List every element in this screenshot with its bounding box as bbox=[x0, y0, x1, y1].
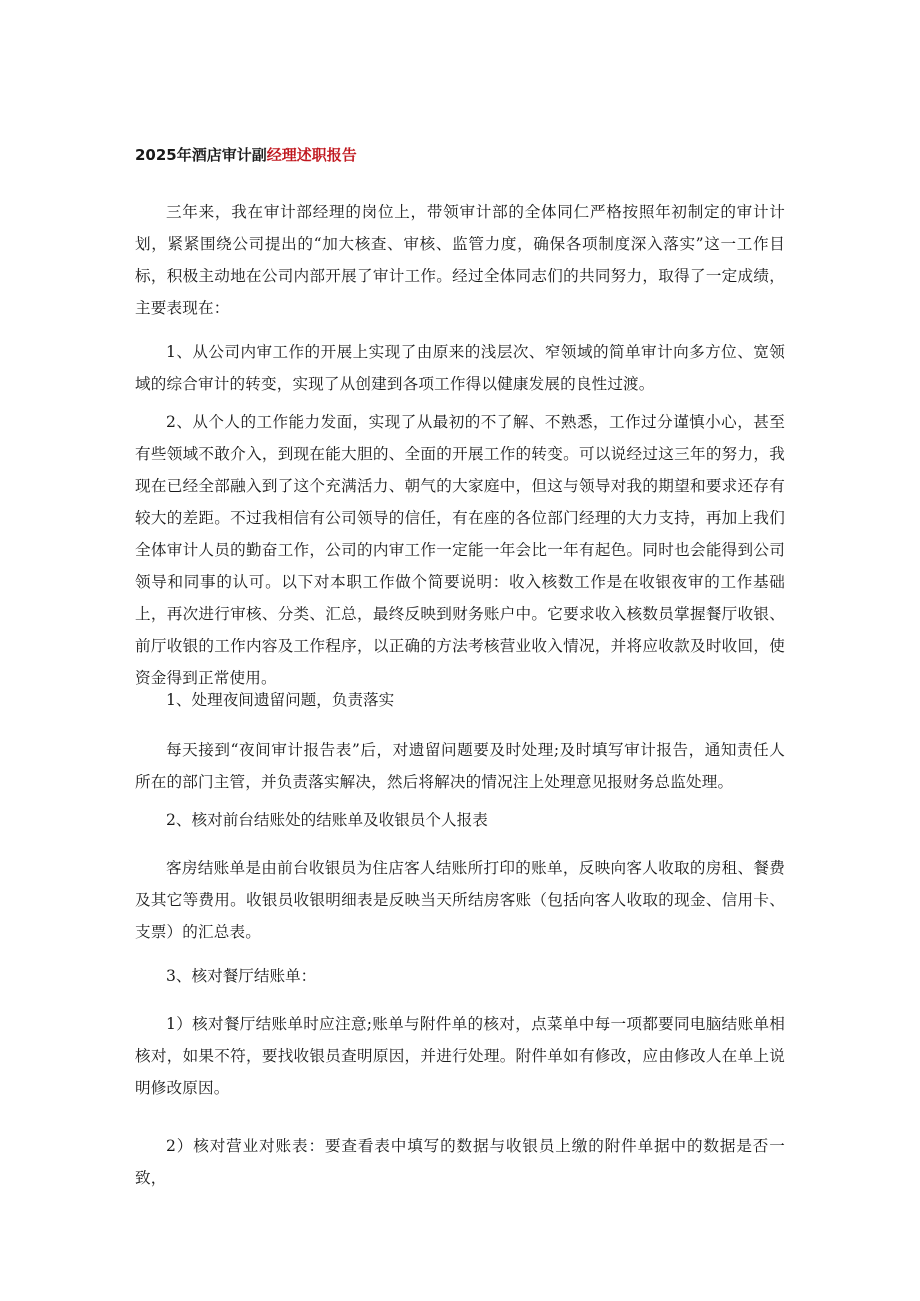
section-heading-3: 3、核对餐厅结账单： bbox=[166, 967, 317, 985]
point-2-paragraph: 2、从个人的工作能力发面，实现了从最初的不了解、不熟悉，工作过分谨慎小心，甚至有些领域不敢介入，到现在能大胆的、全面的开展工作的转变。可以说经过这三年的努力，我现在已经全部融入到了这个充满活力、朝气的大家庭中，但这与领导对我的期望和要求还存有较大的差距。不过我相信有公司领导的信任，有在座的各位部门经理的大力支持，再加上我们全体审计人员的勤奋工作，公司的内审工作一定能一年会比一年有起色。同时也会能得到公司领导和同事的认可。以下对本职工作做个简要说明：收入核数工作是在收银夜审的工作基础上，再次进行审核、分类、汇总，最终反映到财务账户中。它要求收入核数员掌握餐厅收银、前厅收银的工作内容及工作程序，以正确的方法考核营业收入情况，并将应收款及时收回，使资金得到正常使用。 bbox=[135, 413, 785, 687]
title-highlight: 经理述职报告 bbox=[266, 146, 357, 164]
section-body-3a: 1）核对餐厅结账单时应注意;账单与附件单的核对，点菜单中每一项都要同电脑结账单相核对，如果不符，要找收银员查明原因，并进行处理。附件单如有修改，应由修改人在单上说明修改原因。 bbox=[135, 1015, 785, 1097]
section-body-1: 每天接到“夜间审计报告表”后，对遗留问题要及时处理;及时填写审计报告，通知责任人所在的部门主管，并负责落实解决，然后将解决的情况注上处理意见报财务总监处理。 bbox=[135, 741, 785, 791]
section-body-3b: 2）核对营业对账表：要查看表中填写的数据与收银员上缴的附件单据中的数据是否一致， bbox=[135, 1137, 785, 1187]
section-heading-2: 2、核对前台结账处的结账单及收银员个人报表 bbox=[166, 811, 488, 829]
point-1-paragraph: 1、从公司内审工作的开展上实现了由原来的浅层次、窄领域的简单审计向多方位、宽领域的综合审计的转变，实现了从创建到各项工作得以健康发展的良性过渡。 bbox=[135, 343, 785, 393]
intro-paragraph: 三年来，我在审计部经理的岗位上，带领审计部的全体同仁严格按照年初制定的审计计划，紧紧围绕公司提出的“加大核查、审核、监管力度，确保各项制度深入落实”这一工作目标，积极主动地在公司内部开展了审计工作。经过全体同志们的共同努力，取得了一定成绩，主要表现在： bbox=[135, 203, 785, 317]
section-body-2: 客房结账单是由前台收银员为住店客人结账所打印的账单，反映向客人收取的房租、餐费及其它等费用。收银员收银明细表是反映当天所结房客账（包括向客人收取的现金、信用卡、支票）的汇总表。 bbox=[135, 859, 785, 941]
document-title bbox=[135, 144, 357, 166]
section-heading-1: 1、处理夜间遗留问题，负责落实 bbox=[166, 691, 395, 709]
title-main: 2025年酒店审计副 bbox=[135, 146, 267, 164]
